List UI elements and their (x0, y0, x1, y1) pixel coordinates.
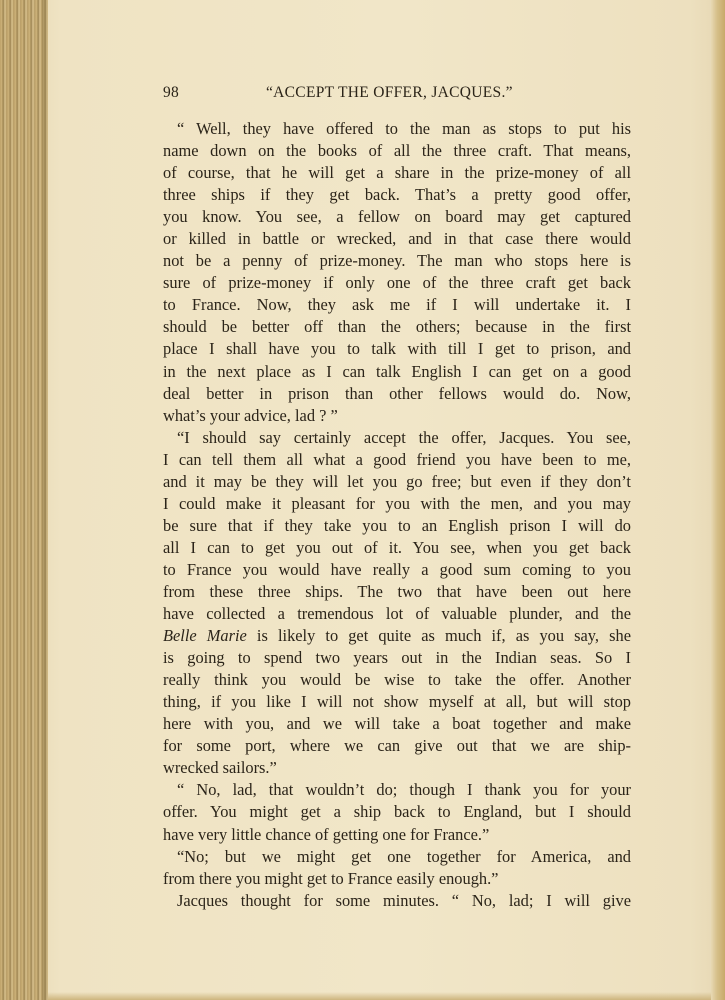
text-line: what’s your advice, lad ? ” (163, 405, 338, 425)
text-line: “ No, lad, that wouldn’t do; though I thank you for your (177, 780, 631, 800)
text-line: have very little chance of getting one for France.” (163, 824, 490, 844)
text-line: here with you, and we will take a boat together and make (163, 714, 631, 734)
text-line: in the next place as I can talk English I can get on a good (163, 361, 631, 381)
running-head: “ACCEPT THE OFFER, JACQUES.” (266, 84, 513, 101)
text-line: from these three ships. The two that have been out here (163, 581, 631, 601)
text-line: really think you would be wise to take the offer. Another (163, 670, 631, 690)
text-line: “ Well, they have offered to the man as stops to put his (177, 119, 631, 138)
text-line: have collected a tremendous lot of valuable plunder, and the (163, 604, 631, 624)
text-line: to France. Now, they ask me if I will undertake it. I (163, 295, 631, 315)
page-edge-right (711, 0, 725, 1000)
text-line: thing, if you like I will not show myself at all, but will stop (163, 692, 631, 712)
text-line: wrecked sailors.” (163, 758, 277, 778)
body-text (163, 118, 631, 912)
text-line: for some port, where we can give out that we are ship- (163, 736, 631, 756)
book-binding-edge (0, 0, 48, 1000)
text-line: offer. You might get a ship back to England, but I should (163, 802, 631, 822)
page-number: 98 (163, 84, 180, 101)
text-line: sure of prize-money if only one of the three craft get back (163, 273, 631, 293)
text-line: I can tell them all what a good friend you have been to me, (163, 449, 631, 469)
page-bottom-shadow (48, 992, 711, 1000)
text-line: place I shall have you to talk with till I get to prison, and (163, 339, 631, 359)
text-line: Belle Marie is likely to get quite as much if, as you say, she (163, 626, 631, 646)
text-line: Jacques thought for some minutes. “ No, lad; I will give (177, 890, 631, 910)
text-line: to France you would have really a good sum coming to you (163, 559, 631, 579)
text-line: not be a penny of prize-money. The man who stops here is (163, 251, 631, 271)
text-line: three ships if they get back. That’s a pretty good offer, (163, 185, 631, 205)
text-line: you know. You see, a fellow on board may get captured (163, 207, 631, 227)
text-line: “No; but we might get one together for America, and (177, 846, 631, 866)
text-line: “I should say certainly accept the offer, Jacques. You see, (177, 427, 631, 447)
text-line: and it may be they will let you go free; but even if they don’t (163, 471, 631, 491)
text-line: deal better in prison than other fellows would do. Now, (163, 383, 631, 403)
text-line: I could make it pleasant for you with the men, and you may (163, 493, 631, 513)
page-header (163, 84, 633, 108)
text-line: all I can to get you out of it. You see, when you get back (163, 537, 631, 557)
text-line: or killed in battle or wrecked, and in that case there would (163, 229, 631, 249)
text-line: be sure that if they take you to an English prison I will do (163, 515, 631, 535)
text-line: is going to spend two years out in the Indian seas. So I (163, 648, 631, 668)
ship-name: Belle Marie (163, 626, 247, 646)
text-line: from there you might get to France easily enough.” (163, 868, 499, 888)
text-line: should be better off than the others; because in the first (163, 317, 631, 337)
text-line: name down on the books of all the three craft. That means, (163, 141, 631, 161)
text-line: of course, that he will get a share in the prize-money of all (163, 163, 631, 183)
